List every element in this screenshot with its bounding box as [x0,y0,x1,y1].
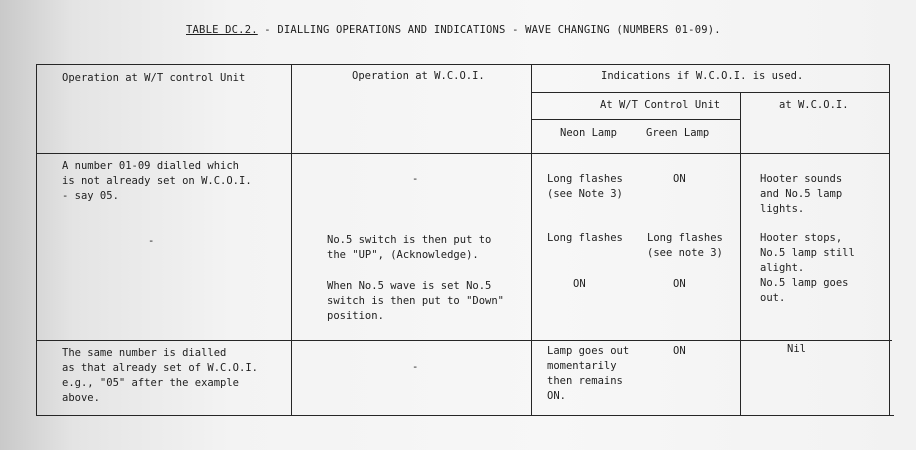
row1-op-wt-line: is not already set on W.C.O.I. [62,175,252,187]
header-neon-lamp: Neon Lamp [560,127,617,139]
header-bottom-rule [36,153,890,154]
row1-wcoi-line: and No.5 lamp [760,188,843,200]
row2-op-wcoi-line: the "UP", (Acknowledge). [327,249,479,261]
row4-neon-line: Lamp goes out [547,345,630,357]
row4-op-wcoi: - [412,361,419,373]
row4-green: ON [673,345,686,357]
table-top-border [36,64,890,65]
lamp-header-rule [531,119,740,120]
left-border [36,64,37,416]
table-number: TABLE DC.2. [186,24,258,36]
header-indications: Indications if W.C.O.I. is used. [601,70,804,82]
row2-green-line: Long flashes [647,232,723,244]
subheader-rule [531,92,890,93]
row2-wcoi-line: No.5 lamp still [760,247,855,259]
row1-op-wt-line: - say 05. [62,190,119,202]
row3-wcoi-line: No.5 lamp goes [760,277,849,289]
row2-op-wt: - [148,235,155,247]
row2-wcoi-line: Hooter stops, [760,232,843,244]
row3-op-wcoi-line: position. [327,310,384,322]
row2-neon: Long flashes [547,232,623,244]
header-operation-wcoi: Operation at W.C.O.I. [352,70,485,82]
row1-wcoi-line: lights. [760,203,805,215]
row2-wcoi-line: alight. [760,262,805,274]
col-divider-2 [531,64,532,416]
row1-op-wt-line: A number 01-09 dialled which [62,160,240,172]
header-operation-wt: Operation at W/T control Unit [62,72,246,84]
right-border [889,64,890,416]
row4-op-wt-line: above. [62,392,100,404]
col-divider-3 [740,92,741,416]
row1-op-wcoi: - [412,173,419,185]
row4-op-wt-line: as that already set of W.C.O.I. [62,362,258,374]
row2-op-wcoi-line: No.5 switch is then put to [327,234,492,246]
page-title [186,24,721,36]
row4-op-wt-line: The same number is dialled [62,347,227,359]
row-divider [36,340,892,341]
table-title-text: - DIALLING OPERATIONS AND INDICATIONS - WAVE CHANGING (NUMBERS 01-09). [257,24,721,36]
table-bottom-border [36,415,894,416]
row4-wcoi: Nil [787,343,806,355]
row3-wcoi-line: out. [760,292,786,304]
row3-neon: ON [573,278,586,290]
row1-neon-line: Long flashes [547,173,623,185]
col-divider-1 [291,64,292,416]
row4-neon-line: momentarily [547,360,617,372]
row2-green-line: (see note 3) [647,247,723,259]
row1-neon-line: (see Note 3) [547,188,623,200]
row4-op-wt-line: e.g., "05" after the example [62,377,240,389]
row3-op-wcoi-line: switch is then put to "Down" [327,295,505,307]
header-at-wt-control-unit: At W/T Control Unit [600,99,721,111]
row1-green: ON [673,173,686,185]
header-at-wcoi: at W.C.O.I. [779,99,849,111]
row3-op-wcoi-line: When No.5 wave is set No.5 [327,280,492,292]
row4-neon-line: then remains [547,375,623,387]
row4-neon-line: ON. [547,390,566,402]
header-green-lamp: Green Lamp [646,127,710,139]
row1-wcoi-line: Hooter sounds [760,173,843,185]
row3-green: ON [673,278,686,290]
